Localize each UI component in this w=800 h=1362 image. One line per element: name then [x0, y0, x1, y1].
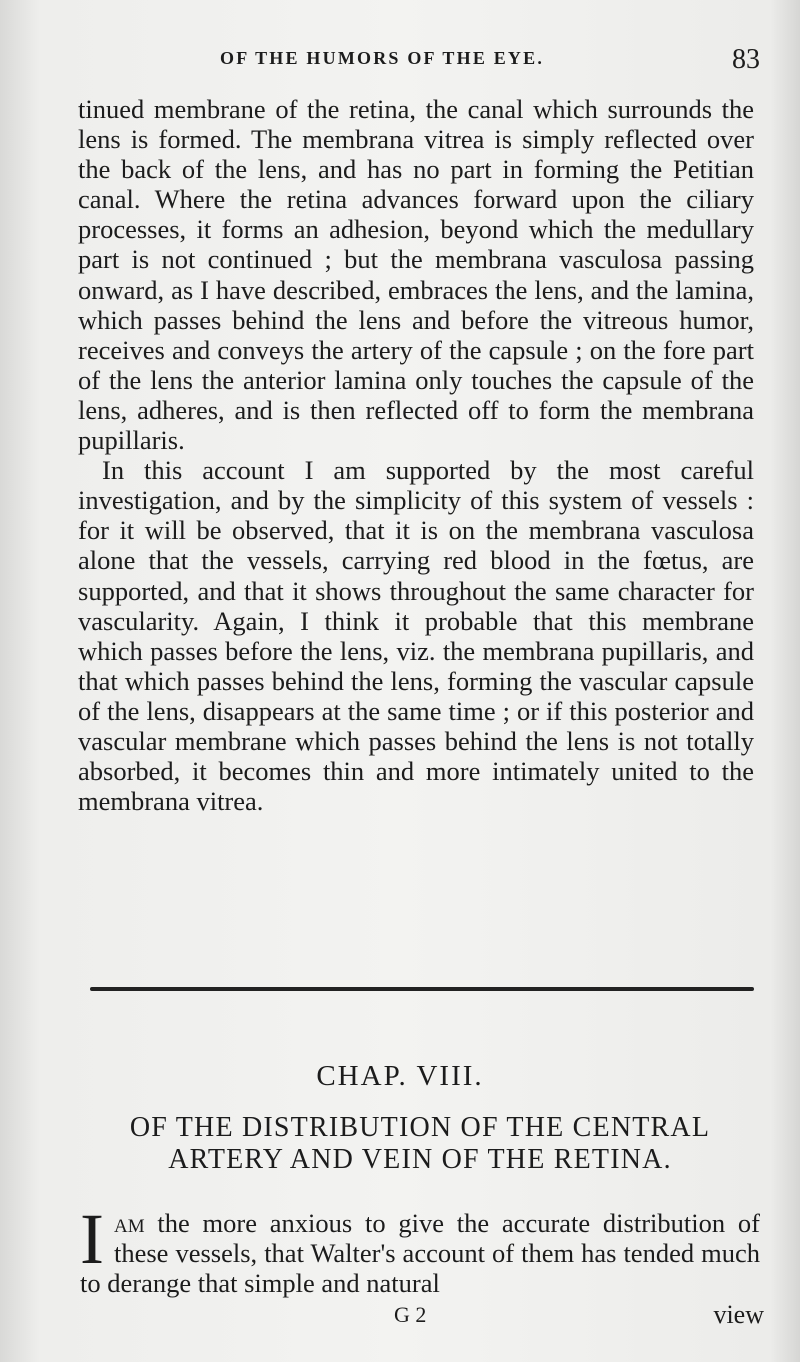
opening-text: the more anxious to give the accurate distribution of these vessels, that Walter's account of them has tended much to derange that simple and natural — [80, 1208, 760, 1298]
chapter-number: CHAP. VIII. — [316, 1060, 484, 1092]
page-number: 83 — [732, 44, 760, 75]
chapter-opening — [80, 1199, 760, 1298]
signature-mark: G 2 — [394, 1302, 427, 1327]
chapter-title: OF THE DISTRIBUTION OF THE CENTRAL ARTERY AND VEIN OF THE RETINA. — [129, 1112, 711, 1175]
running-title: OF THE HUMORS OF THE EYE. — [220, 48, 545, 68]
catchword: view — [713, 1300, 764, 1329]
paragraph-1: tinued membrane of the retina, the canal which surrounds the lens is formed. The membrana vitrea is simply reflected over the back of the lens, and has no part in forming the Petitian canal. Where the retina advances forward upon the ciliary processes, it forms an adhesion, beyond which the medullary part is not continued ; but the membrana vasculosa passing onward, as I have described, embraces the lens, and the lamina, which passes behind the lens and before the vitreous humor, receives and conveys the artery of the capsule ; on the fore part of the lens the anterior lamina only touches the capsule of the lens, adheres, and is then reflected off to form the membrana pupillaris. — [78, 94, 754, 456]
page-foot — [80, 1300, 764, 1334]
body-text — [78, 94, 754, 816]
running-head — [80, 44, 760, 84]
first-word-rest: am — [113, 1208, 145, 1238]
drop-cap: I — [80, 1199, 104, 1279]
section-rule — [90, 987, 754, 991]
paragraph-2: In this account I am supported by the most careful investigation, and by the simplicity of this system of vessels : for it will be observed, that it is on the membrana vasculosa alone that the vessels, carrying red blood in the fœtus, are supported, and that it shows throughout the same character for vascularity. Again, I think it probable that this membrane which passes before the lens, viz. the membrana pupillaris, and that which passes behind the lens, forming the vascular capsule of the lens, disappears at the same time ; or if this posterior and vascular membrane which passes behind the lens is not totally absorbed, it becomes thin and more intimately united to the membrana vitrea. — [78, 455, 754, 817]
